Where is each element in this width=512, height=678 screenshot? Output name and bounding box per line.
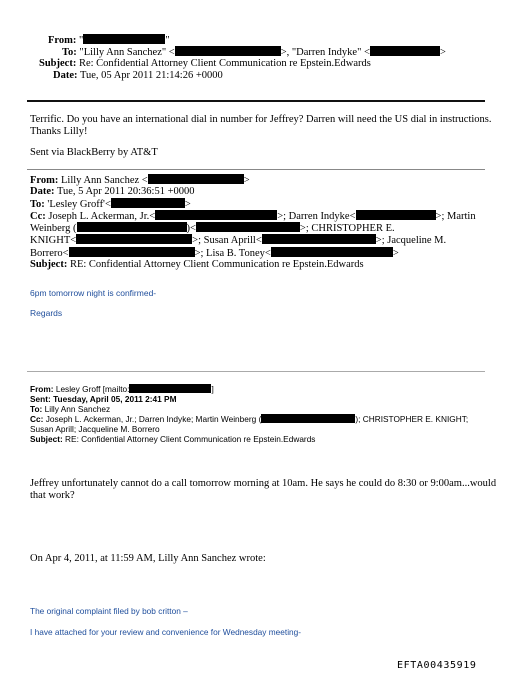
header2-to-line <box>30 198 476 210</box>
cc-text: >; Darren Indyke< <box>277 210 356 222</box>
body1-line1: Terrific. Do you have an international dial in number for Jeffrey? Darren will need the US dial in instructions. <box>30 114 492 125</box>
header3-cc-line1 <box>30 414 468 424</box>
sent-label: Sent: <box>30 394 51 404</box>
body4-line2: I have attached for your review and convenience for Wednesday meeting- <box>30 627 302 637</box>
redaction-bar <box>155 210 277 220</box>
from-end: > <box>243 175 250 186</box>
redaction-bar <box>69 247 195 257</box>
from-text: Lilly Ann Sanchez < <box>61 175 148 186</box>
document-id: EFTA00435919 <box>397 660 477 671</box>
header3-sent-line <box>30 394 468 404</box>
header3-from-line <box>30 384 468 394</box>
to-label: To: <box>30 198 45 210</box>
date-text: Tue, 05 Apr 2011 21:14:26 +0000 <box>79 70 223 81</box>
subject-text: RE: Confidential Attorney Client Communication re Epstein.Edwards <box>65 434 316 444</box>
body3-line2: that work? <box>30 490 75 501</box>
date-text: Tue, 5 Apr 2011 20:36:51 +0000 <box>56 186 195 198</box>
redaction-bar <box>129 384 214 394</box>
cc-text: >; Susan Aprill< <box>192 235 262 247</box>
redaction-bar <box>148 174 244 184</box>
body1-line2: Thanks Lilly! <box>30 126 88 137</box>
to-end: > <box>439 47 446 58</box>
redaction-bar <box>370 46 440 56</box>
header2-cc-line2 <box>30 222 476 234</box>
body4-line1: The original complaint filed by bob critton – <box>30 606 188 616</box>
body2-line2: Regards <box>30 308 63 318</box>
from-label: From: <box>30 175 59 186</box>
header2-cc-line4 <box>30 247 476 259</box>
from-label: From: <box>48 35 77 46</box>
redaction-bar <box>196 222 300 232</box>
body1 <box>30 114 492 159</box>
to-recipient-1: "Lilly Ann Sanchez" < <box>79 47 175 58</box>
body1-sent-via: Sent via BlackBerry by AT&T <box>30 147 158 158</box>
cc-text: KNIGHT< <box>30 235 77 247</box>
from-quote-open: " <box>79 35 84 46</box>
redaction-bar <box>175 46 281 56</box>
divider <box>27 169 485 170</box>
from-text: Lesley Groff [mailto: <box>55 384 130 394</box>
header2-date-line <box>30 186 476 197</box>
to-label: To: <box>62 47 77 58</box>
body3-line1: Jeffrey unfortunately cannot do a call tomorrow morning at 10am. He says he could do 8:30 or 9:00am...would <box>30 478 497 489</box>
redaction-bar <box>356 210 436 220</box>
header2-from-line <box>30 174 476 186</box>
header3-to-line <box>30 404 468 414</box>
cc-text: Weinberg ( <box>30 223 77 235</box>
header2 <box>30 174 476 270</box>
to-text: Lilly Ann Sanchez <box>44 404 111 414</box>
body3 <box>30 478 496 502</box>
cc-text: Joseph L. Ackerman, Jr.; Darren Indyke; Martin Weinberg ( <box>45 414 262 424</box>
header2-cc-line1 <box>30 210 476 222</box>
cc-label: Cc: <box>30 210 46 222</box>
to-recipient-2: >, "Darren Indyke" < <box>280 47 370 58</box>
to-label: To: <box>30 404 43 414</box>
body3-wrote: On Apr 4, 2011, at 11:59 AM, Lilly Ann Sanchez wrote: <box>30 553 266 564</box>
date-label: Date: <box>53 70 78 81</box>
subject-text: Re: Confidential Attorney Client Communication re Epstein.Edwards <box>78 58 371 69</box>
header3-cc-line2 <box>30 424 468 434</box>
divider-thick <box>27 100 485 102</box>
cc-text: > <box>392 247 399 259</box>
to-text: 'Lesley Groff'< <box>47 198 111 210</box>
header2-subject-line <box>30 259 476 270</box>
divider <box>27 371 485 372</box>
cc-text: Susan Aprill; Jacqueline M. Borrero <box>30 424 160 434</box>
cc-text: )< <box>186 223 196 235</box>
cc-text: >; Jacqueline M. <box>375 235 447 247</box>
header3-subject-line <box>30 434 468 444</box>
subject-label: Subject: <box>30 259 68 271</box>
cc-text: >; CHRISTOPHER E. <box>299 223 395 235</box>
cc-text: >; Lisa B. Toney< <box>194 247 271 259</box>
redaction-bar <box>77 222 187 232</box>
redaction-bar <box>262 234 376 244</box>
subject-text: RE: Confidential Attorney Client Communication re Epstein.Edwards <box>69 259 364 271</box>
header2-cc-line3 <box>30 234 476 246</box>
from-label: From: <box>30 384 54 394</box>
cc-text: ); CHRISTOPHER E. KNIGHT; <box>355 414 469 424</box>
body2-line1: 6pm tomorrow night is confirmed- <box>30 288 157 298</box>
cc-label: Cc: <box>30 414 44 424</box>
from-end: ] <box>211 384 214 394</box>
cc-text: >; Martin <box>435 210 476 222</box>
subject-label: Subject: <box>30 434 63 444</box>
to-end: > <box>184 198 191 210</box>
redaction-bar <box>83 34 165 44</box>
date-label: Date: <box>30 186 55 198</box>
redaction-bar <box>76 234 192 244</box>
from-quote-close: " <box>165 35 170 46</box>
cc-text: Borrero< <box>30 247 69 259</box>
header1-date-line <box>53 70 223 82</box>
redaction-bar <box>261 414 355 423</box>
redaction-bar <box>111 198 185 208</box>
header1-subject-line <box>39 58 371 70</box>
cc-text: Joseph L. Ackerman, Jr.< <box>48 210 156 222</box>
header3 <box>30 384 468 444</box>
sent-text: Tuesday, April 05, 2011 2:41 PM <box>53 394 177 404</box>
redaction-bar <box>271 247 393 257</box>
subject-label: Subject: <box>39 58 77 69</box>
